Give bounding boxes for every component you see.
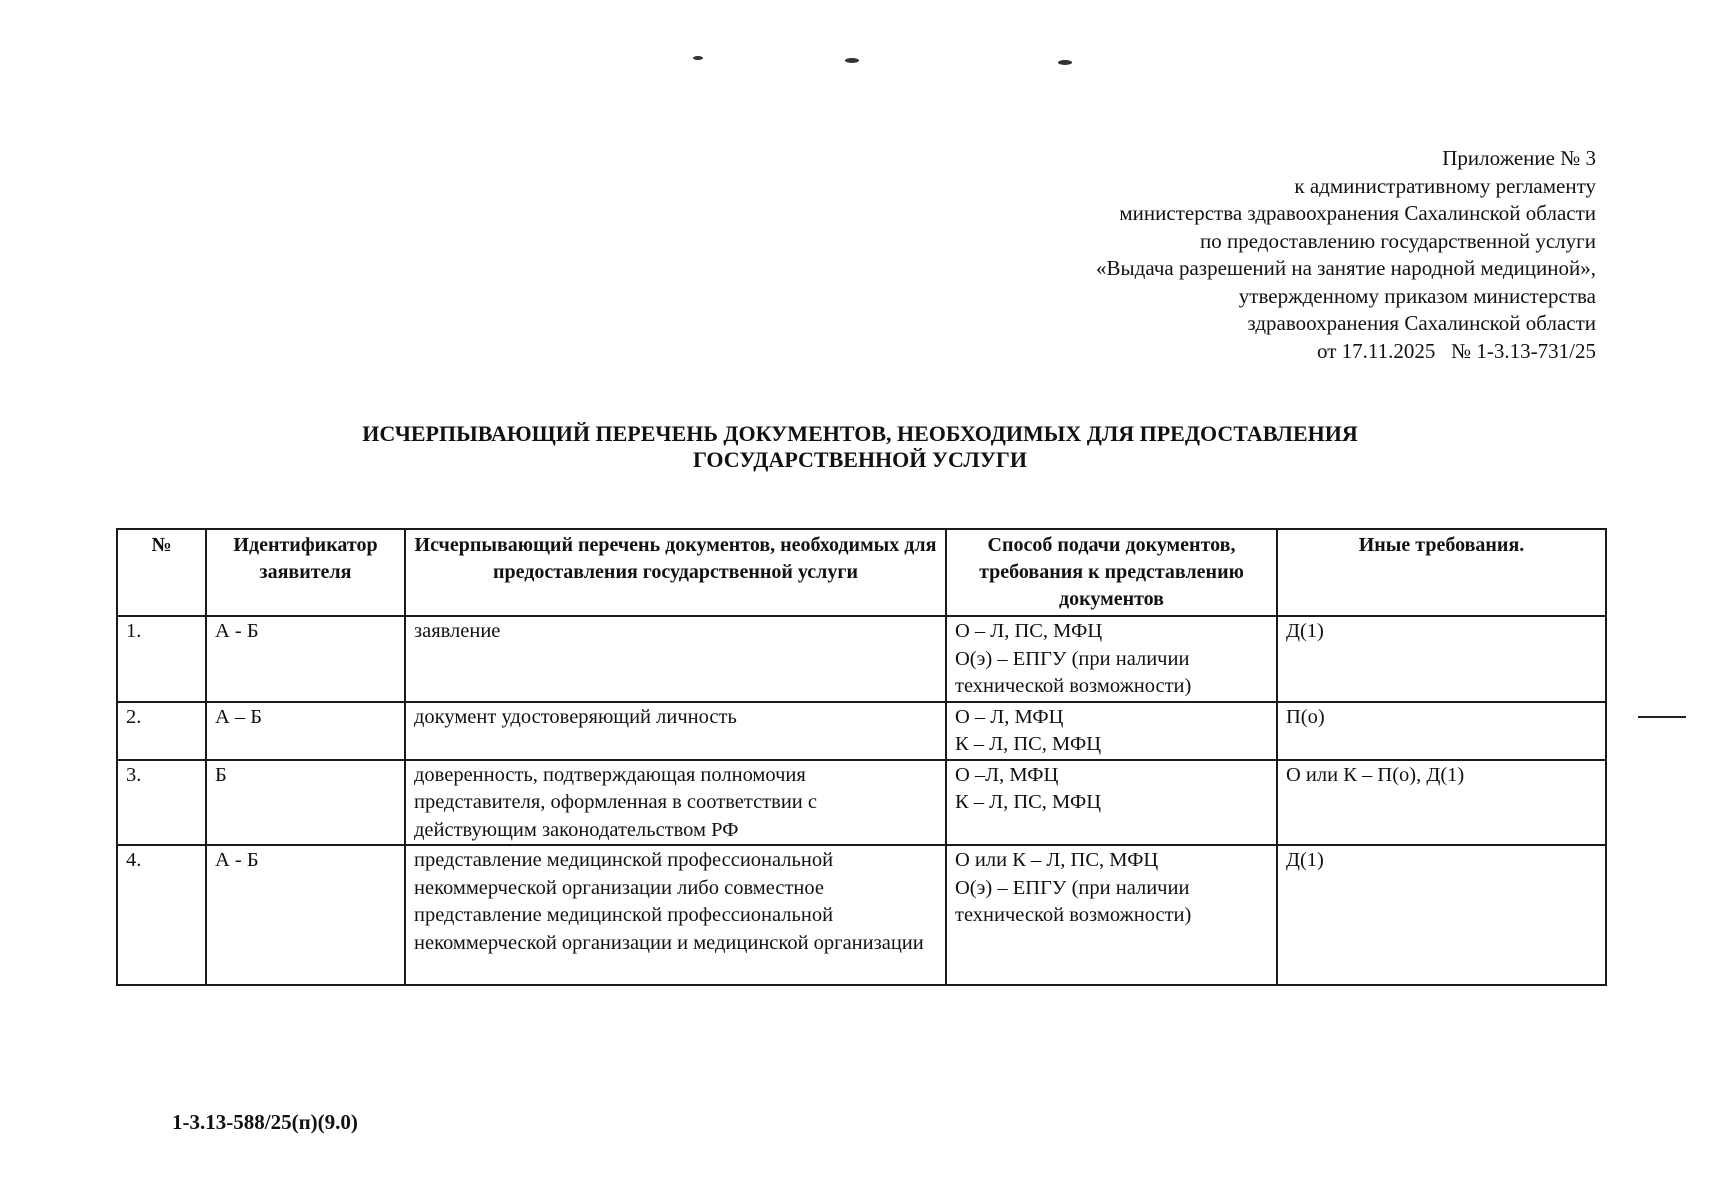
method-line: О – Л, ПС, МФЦ [955,620,1103,642]
column-header-number: № [117,529,206,616]
table-row [117,616,1606,702]
applicant-id: А - Б [206,616,405,702]
method-line: О(э) – ЕПГУ (при наличии технической возможности) [955,647,1192,697]
column-header-applicant: Идентификатор заявителя [206,529,405,616]
document-name: заявление [405,616,946,702]
other-requirements: О или К – П(о), Д(1) [1277,760,1606,846]
applicant-id: Б [206,760,405,846]
table-row [117,760,1606,846]
header-line: «Выдача разрешений на занятие народной медициной», [1096,256,1596,280]
row-number: 3. [117,760,206,846]
header-line: Приложение № 3 [1442,146,1596,170]
header-line: по предоставлению государственной услуги [1200,228,1596,253]
submission-method [946,845,1277,985]
footer-document-code: 1-3.13-588/25(п)(9.0) [172,1110,358,1134]
method-line: О или К – Л, ПС, МФЦ [955,849,1159,871]
scan-mark [845,58,859,63]
method-line: О(э) – ЕПГУ (при наличии технической возможности) [955,876,1192,926]
column-header-documents: Исчерпывающий перечень документов, необходимых для предоставления государственной услуги [405,529,946,616]
other-requirements: Д(1) [1277,845,1606,985]
column-header-other: Иные требования. [1277,529,1606,616]
header-line: здравоохранения Сахалинской области [1247,311,1596,335]
other-requirements: П(о) [1277,702,1606,760]
document-title [120,421,1600,473]
document-name: документ удостоверяющий личность [405,702,946,760]
row-number: 2. [117,702,206,760]
other-requirements: Д(1) [1277,616,1606,702]
document-name: представление медицинской профессиональной некоммерческой организации либо совместное представление медицинской профессиональной некоммерческой организации и медицинской организации [405,845,946,985]
method-line: О –Л, МФЦ [955,763,1059,786]
appendix-header [836,145,1596,365]
method-line: О – Л, МФЦ [955,705,1064,728]
table-row [117,702,1606,760]
header-line: от 17.11.2025 № 1-3.13-731/25 [1317,338,1596,363]
submission-method [946,702,1277,760]
title-line-2: ГОСУДАРСТВЕННОЙ УСЛУГИ [692,447,1028,472]
scan-mark [693,56,703,60]
header-line: утвержденному приказом министерства [1238,283,1596,308]
documents-table [116,528,1607,986]
applicant-id: А - Б [206,845,405,985]
submission-method [946,616,1277,702]
method-line: К – Л, ПС, МФЦ [955,791,1102,813]
table-header-row [117,529,1606,616]
column-header-method: Способ подачи документов, требования к представлению документов [946,529,1277,616]
header-line: министерства здравоохранения Сахалинской области [1119,201,1596,225]
scan-mark [1058,60,1072,65]
submission-method [946,760,1277,846]
title-line-1: ИСЧЕРПЫВАЮЩИЙ ПЕРЕЧЕНЬ ДОКУМЕНТОВ, НЕОБХОДИМЫХ ДЛЯ ПРЕДОСТАВЛЕНИЯ [362,421,1358,446]
row-number: 4. [117,845,206,985]
margin-mark [1638,716,1686,718]
method-line: К – Л, ПС, МФЦ [955,733,1102,755]
document-name: доверенность, подтверждающая полномочия представителя, оформленная в соответствии с действующим законодательством РФ [405,760,946,846]
table-row [117,845,1606,985]
row-number: 1. [117,616,206,702]
applicant-id: А – Б [206,702,405,760]
header-line: к административному регламенту [1294,173,1596,198]
